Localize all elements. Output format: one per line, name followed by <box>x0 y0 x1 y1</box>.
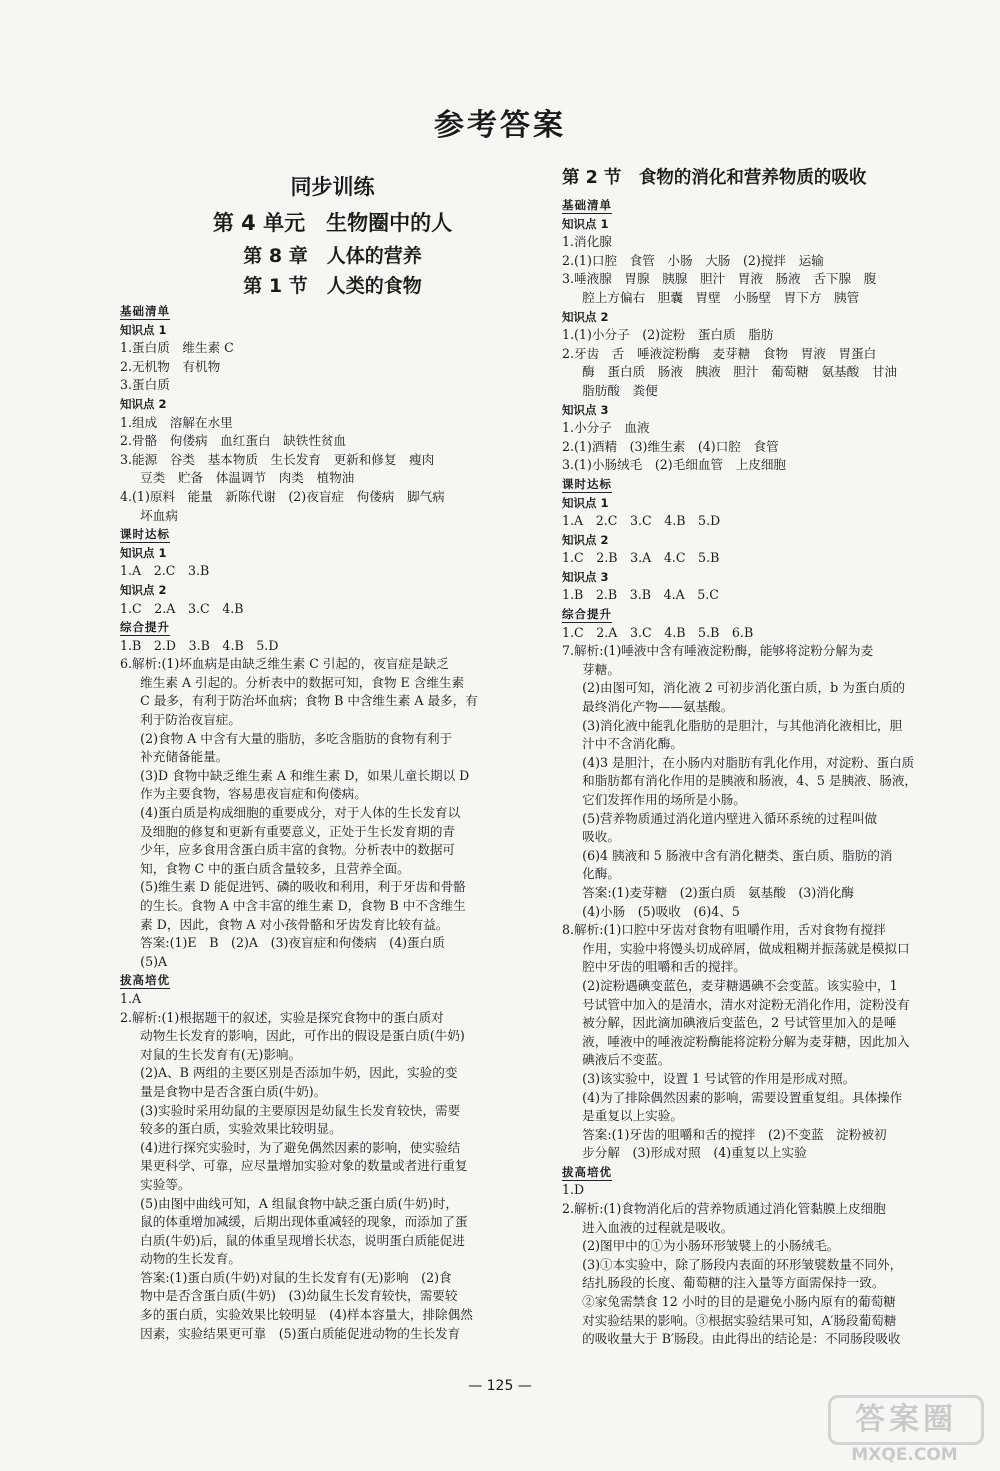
answer-line: 2.(1)口腔 食管 小肠 大肠 (2)搅拌 运输 <box>562 252 824 268</box>
answer-line: C 最多，有利于防治坏血病；食物 B 中含维生素 A 最多，有 <box>140 693 478 709</box>
answer-line: 较多的蛋白质，实验效果比较明显。 <box>140 1121 342 1137</box>
answer-line: (2)A、B 两组的主要区别是否添加牛奶，因此，实验的变 <box>140 1065 458 1081</box>
answer-line: 1.B 2.D 3.B 4.B 5.D <box>120 637 279 653</box>
answer-line: 是重复以上实验。 <box>582 1108 683 1124</box>
answer-line: 2.(1)酒精 (3)维生素 (4)口腔 食管 <box>562 438 779 454</box>
knowledge-point-label: 知识点 1 <box>120 322 167 337</box>
heading-section-2: 第 2 节 食物的消化和营养物质的吸收 <box>562 168 867 188</box>
answer-line: 作为主要食物，容易患夜盲症和佝偻病。 <box>140 786 367 802</box>
answer-line: 动物的生长发育。 <box>140 1251 241 1267</box>
answer-line: 1.蛋白质 维生素 C <box>120 340 234 356</box>
answer-line: 8.解析:(1)口腔中牙齿对食物有咀嚼作用，舌对食物有搅拌 <box>562 922 886 938</box>
answer-line: 维生素 A 引起的。分析表中的数据可知，食物 E 含维生素 <box>140 674 465 690</box>
answer-line: 的吸收量大于 B′肠段。由此得出的结论是：不同肠段吸收 <box>582 1331 901 1347</box>
answer-line: 1.消化腺 <box>562 234 612 250</box>
answer-line: 脂肪酸 粪便 <box>582 382 658 398</box>
answer-line: 液，唾液中的唾液淀粉酶能将淀粉分解为麦芽糖，因此加入 <box>582 1033 910 1049</box>
knowledge-point-label: 知识点 3 <box>562 569 609 584</box>
answer-line: 豆类 贮备 体温调节 肉类 植物油 <box>140 470 355 486</box>
answer-line: 答案:(1)麦芽糖 (2)蛋白质 氨基酸 (3)消化酶 <box>582 884 855 900</box>
answer-line: 腔中牙齿的咀嚼和舌的搅拌。 <box>582 959 746 975</box>
answer-line: 2.牙齿 舌 唾液淀粉酶 麦芽糖 食物 胃液 胃蛋白 <box>562 345 877 361</box>
knowledge-point-label: 知识点 2 <box>120 582 167 597</box>
answer-line: 作用，实验中将馒头切成碎屑，做成粗糊并振荡就是模拟口 <box>582 940 910 956</box>
answer-line: (4)进行探究实验时，为了避免偶然因素的影响，使实验结 <box>140 1139 461 1155</box>
section-tag-label: 基础清单 <box>120 304 170 318</box>
watermark-badge: 答案圈 <box>828 1395 984 1445</box>
heading-sync-training: 同步训练 <box>290 175 375 199</box>
answer-line: 因素，实验结果更可靠 (5)蛋白质能促进动物的生长发育 <box>140 1325 461 1341</box>
page-title: 参考答案 <box>434 108 566 143</box>
answer-line: 量是食物中是否含蛋白质(牛奶)。 <box>140 1083 327 1099</box>
knowledge-point-label: 知识点 2 <box>562 532 609 547</box>
knowledge-point-label: 知识点 3 <box>562 402 609 417</box>
answer-line: 结扎肠段的长度、葡萄糖的注入量等方面需保持一致。 <box>582 1275 885 1291</box>
answer-line: (3)该实验中，设置 1 号试管的作用是形成对照。 <box>582 1070 856 1086</box>
answer-line: 少年，应多食用含蛋白质丰富的食物。分析表中的数据可 <box>140 842 455 858</box>
answer-line: (5)A <box>140 953 168 969</box>
answer-line: (4)3 是胆汁，在小肠内对脂肪有乳化作用，对淀粉、蛋白质 <box>582 754 915 770</box>
section-tag <box>562 196 984 215</box>
answer-line: 1.(1)小分子 (2)淀粉 蛋白质 脂肪 <box>562 327 774 343</box>
answer-line: 和脂肪都有消化作用的是胰液和肠液，4、5 是胰液、肠液， <box>582 773 918 789</box>
answer-line: 对实验结果的影响。③根据实验结果可知，A′肠段葡萄糖 <box>582 1312 897 1328</box>
left-answer-lines <box>120 302 545 1343</box>
answer-line: 答案:(1)E B (2)A (3)夜盲症和佝偻病 (4)蛋白质 <box>140 935 445 951</box>
answer-line: 号试管中加入的是清水，清水对淀粉无消化作用，淀粉没有 <box>582 996 910 1012</box>
section-tag-label: 综合提升 <box>562 607 612 622</box>
heading-chapter: 第 8 章 人体的营养 <box>243 245 422 267</box>
answer-line: 1.C 2.B 3.A 4.C 5.B <box>562 550 720 566</box>
knowledge-point-label: 知识点 2 <box>562 309 609 324</box>
section-tag-label: 课时达标 <box>562 476 612 491</box>
answer-line: 鼠的体重增加减缓，后期出现体重减轻的现象，而添加了蛋 <box>140 1214 468 1230</box>
answer-line: 6.解析:(1)坏血病是由缺乏维生素 C 引起的，夜盲症是缺乏 <box>120 656 449 672</box>
answer-line: (3)消化液中能乳化脂肪的是胆汁，与其他消化液相比，胆 <box>582 717 903 733</box>
answer-line: 利于防治夜盲症。 <box>140 712 241 728</box>
answer-line: (3)实验时采用幼鼠的主要原因是幼鼠生长发育较快，需要 <box>140 1102 461 1118</box>
answer-line: 3.(1)小肠绒毛 (2)毛细血管 上皮细胞 <box>562 457 787 473</box>
answer-line: 芽糖。 <box>582 661 620 677</box>
heading-section-1: 第 1 节 人类的食物 <box>243 275 422 297</box>
answer-line: 1.B 2.B 3.B 4.A 5.C <box>562 587 719 603</box>
answer-line: 2.解析:(1)食物消化后的营养物质通过消化管黏膜上皮细胞 <box>562 1201 886 1217</box>
answer-line: 补充储备能量。 <box>140 749 229 765</box>
answer-line: (2)食物 A 中含有大量的脂肪，多吃含脂肪的食物有利于 <box>140 730 453 746</box>
answer-line: 多的蛋白质，实验效果比较明显 (4)样本容量大，排除偶然 <box>140 1307 473 1323</box>
section-tag <box>120 302 545 321</box>
left-column <box>120 160 545 1343</box>
watermark-logo <box>822 1395 987 1465</box>
answer-line: 吸收。 <box>582 829 620 845</box>
right-column <box>562 160 984 1349</box>
answer-line: 4.(1)原料 能量 新陈代谢 (2)夜盲症 佝偻病 脚气病 <box>120 488 445 504</box>
answer-line: 3.蛋白质 <box>120 377 170 393</box>
heading-unit: 第 4 单元 生物圈中的人 <box>212 211 453 235</box>
answer-line: 化酶。 <box>582 866 620 882</box>
answer-line: (5)维生素 D 能促进钙、磷的吸收和利用，利于牙齿和骨骼 <box>140 879 466 895</box>
answer-line: 1.A 2.C 3.B <box>120 563 210 579</box>
answer-line: 及细胞的修复和更新有重要意义，正处于生长发育期的青 <box>140 823 455 839</box>
answer-line: 1.D <box>562 1182 585 1198</box>
knowledge-point-label: 知识点 1 <box>562 216 609 231</box>
answer-line: ②家兔需禁食 12 小时的目的是避免小肠内原有的葡萄糖 <box>582 1294 896 1310</box>
answer-line: (4)小肠 (5)吸收 (6)4、5 <box>582 903 740 919</box>
section-tag-label: 拔高培优 <box>120 973 170 988</box>
answer-line: 果更科学、可靠，应尽量增加实验对象的数量或者进行重复 <box>140 1158 468 1174</box>
answer-line: 的生长。食物 A 中含丰富的维生素 D，食物 B 中不含维生 <box>140 898 466 913</box>
answer-line: 被分解，因此滴加碘液后变蓝色，2 号试管里加入的是唾 <box>582 1015 897 1031</box>
answer-line: 1.A <box>120 990 142 1006</box>
section-tag-label: 拔高培优 <box>562 1164 612 1179</box>
answer-line: 酶 蛋白质 肠液 胰液 胆汁 葡萄糖 氨基酸 甘油 <box>582 364 897 380</box>
answer-line: 2.无机物 有机物 <box>120 358 221 374</box>
answer-line: 2.解析:(1)根据题干的叙述，实验是探究食物中的蛋白质对 <box>120 1009 444 1025</box>
answer-line: (2)由图可知，消化液 2 可初步消化蛋白质，b 为蛋白质的 <box>582 680 906 696</box>
answer-line: 动物生长发育的影响，因此，可作出的假设是蛋白质(牛奶) <box>140 1028 465 1044</box>
section-tag-label: 综合提升 <box>120 620 170 635</box>
answer-line: 答案:(1)蛋白质(牛奶)对鼠的生长发育有(无)影响 (2)食 <box>140 1269 452 1285</box>
answer-line: 它们发挥作用的场所是小肠。 <box>582 792 746 807</box>
answer-line: 对鼠的生长发育有(无)影响。 <box>140 1046 302 1062</box>
answer-line: 实验等。 <box>140 1176 191 1192</box>
answer-line: 物中是否含蛋白质(牛奶) (3)幼鼠生长发育较快，需要较 <box>140 1288 458 1304</box>
knowledge-point-label: 知识点 1 <box>562 495 609 510</box>
answer-line: 最终消化产物——氨基酸。 <box>582 699 734 715</box>
section-tag <box>120 971 545 990</box>
answer-line: 1.C 2.A 3.C 4.B 5.B 6.B <box>562 624 754 640</box>
section-tag <box>120 525 545 544</box>
answer-line: (5)营养物质通过消化道内壁进入循环系统的过程叫做 <box>582 810 878 826</box>
answer-line: 坏血病 <box>140 507 178 523</box>
answer-line: (3)D 食物中缺乏维生素 A 和维生素 D，如果儿童长期以 D <box>140 767 470 783</box>
answer-line: 7.解析:(1)唾液中含有唾液淀粉酶，能够将淀粉分解为麦 <box>562 643 874 659</box>
answer-line: 步分解 (3)形成对照 (4)重复以上实验 <box>582 1145 807 1161</box>
answer-line: (2)图甲中的①为小肠环形皱襞上的小肠绒毛。 <box>582 1238 840 1254</box>
answer-line: 1.组成 溶解在水里 <box>120 414 233 430</box>
answer-line: 3.能源 谷类 基本物质 生长发育 更新和修复 瘦肉 <box>120 451 435 467</box>
section-tag-label: 基础清单 <box>562 198 612 212</box>
watermark-url: MXQE.COM <box>851 1445 958 1465</box>
answer-line: (3)①本实验中，除了肠段内表面的环形皱襞数量不同外， <box>582 1256 903 1272</box>
answer-line: (4)蛋白质是构成细胞的重要成分，对于人体的生长发育以 <box>140 805 461 821</box>
section-tag <box>562 475 984 494</box>
answer-line: 进入血液的过程就是吸收。 <box>582 1219 734 1235</box>
knowledge-point-label: 知识点 2 <box>120 396 167 411</box>
answer-line: 1.C 2.A 3.C 4.B <box>120 600 244 616</box>
page-number: — 125 — <box>468 1378 532 1394</box>
answer-line: 1.A 2.C 3.C 4.B 5.D <box>562 513 721 529</box>
answer-line: 知，食物 C 中的蛋白质含量较多，且营养全面。 <box>140 860 410 876</box>
answer-line: (5)由图中曲线可知，A 组鼠食物中缺乏蛋白质(牛奶)时， <box>140 1195 458 1211</box>
answer-line: (4)为了排除偶然因素的影响，需要设置重复组。具体操作 <box>582 1089 903 1105</box>
right-answer-lines <box>562 196 984 1349</box>
answer-line: 素 D，因此，食物 A 对小孩骨骼和牙齿发育比较有益。 <box>140 916 449 932</box>
answer-line: 1.小分子 血液 <box>562 420 650 436</box>
answer-line: (2)淀粉遇碘变蓝色，麦芽糖遇碘不会变蓝。该实验中，1 <box>582 977 898 993</box>
answer-line: 碘液后不变蓝。 <box>582 1052 671 1068</box>
answer-line: 2.骨骼 佝偻病 血红蛋白 缺铁性贫血 <box>120 433 347 449</box>
answer-line: (6)4 胰液和 5 肠液中含有消化糖类、蛋白质、脂肪的消 <box>582 847 893 863</box>
answer-line: 答案:(1)牙齿的咀嚼和舌的搅拌 (2)不变蓝 淀粉被初 <box>582 1126 887 1142</box>
section-tag-label: 课时达标 <box>120 527 170 542</box>
answer-line: 白质(牛奶)后，鼠的体重呈现增长状态，说明蛋白质能促进 <box>140 1232 465 1248</box>
answer-line: 3.唾液腺 胃腺 胰腺 胆汁 胃液 肠液 舌下腺 腹 <box>562 271 877 287</box>
answer-line: 汁中不含消化酶。 <box>582 736 683 752</box>
knowledge-point-label: 知识点 1 <box>120 545 167 560</box>
section-tag <box>562 1163 984 1182</box>
section-tag <box>120 618 545 637</box>
section-tag <box>562 605 984 624</box>
answer-line: 腔上方偏右 胆囊 胃壁 小肠壁 胃下方 胰管 <box>582 289 860 305</box>
